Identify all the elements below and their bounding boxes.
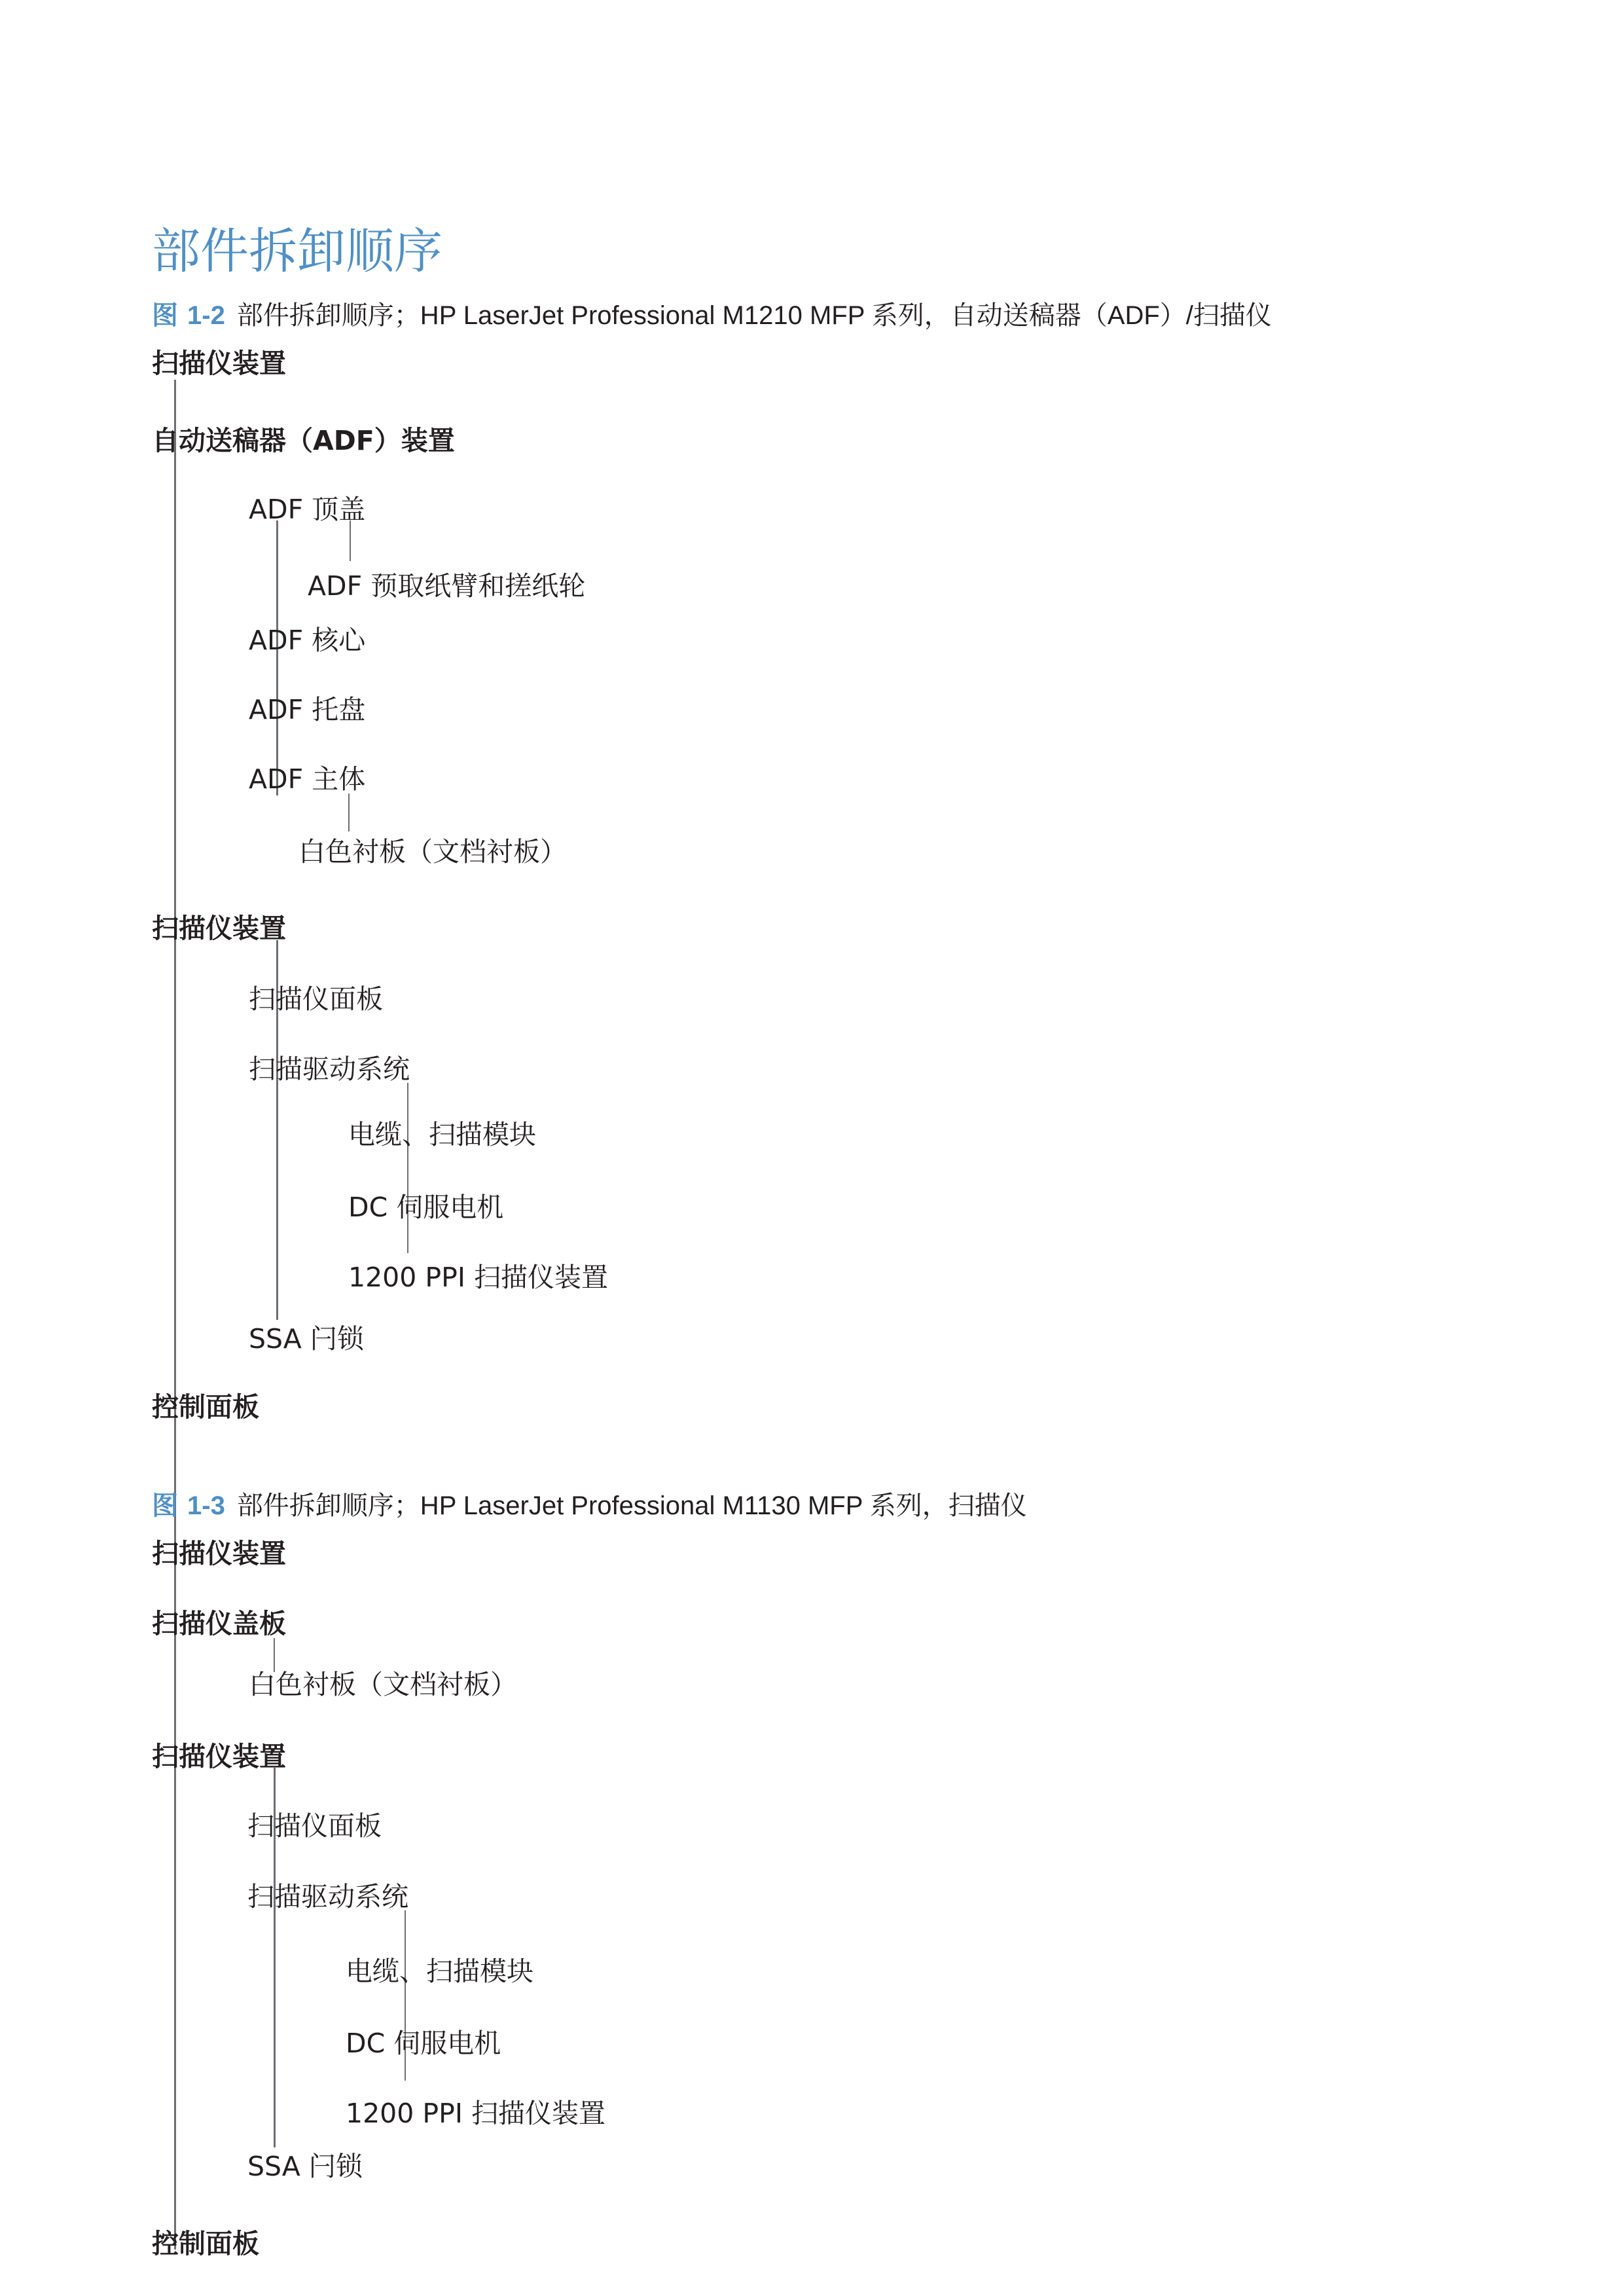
tree-node: ADF 主体 xyxy=(249,763,366,795)
figure-caption xyxy=(152,1485,1027,1522)
tree-node: 1200 PPI 扫描仪装置 xyxy=(348,1262,608,1293)
figure-caption-text: 部件拆卸顺序；HP LaserJet Professional M1130 MFP 系列，扫描仪 xyxy=(236,1491,1027,1520)
tree-connector-line xyxy=(350,520,351,561)
tree-node: SSA 闩锁 xyxy=(247,2151,363,2182)
tree-connector-line xyxy=(407,1083,408,1253)
tree-node: ADF 核心 xyxy=(249,625,366,656)
tree-node: DC 伺服电机 xyxy=(348,1192,504,1223)
tree-node: 控制面板 xyxy=(152,2228,259,2259)
tree-node: ADF 顶盖 xyxy=(249,494,366,525)
tree-node: ADF 预取纸臂和搓纸轮 xyxy=(308,570,586,602)
tree-connector-line xyxy=(348,793,350,831)
tree-node: 控制面板 xyxy=(152,1391,259,1423)
tree-node: DC 伺服电机 xyxy=(346,2028,501,2059)
tree-connector-line xyxy=(174,1569,176,2250)
tree-node: 扫描驱动系统 xyxy=(247,1881,408,1912)
tree-node: 电缆、扫描模块 xyxy=(348,1119,536,1150)
figure-caption xyxy=(152,295,1272,332)
tree-node: SSA 闩锁 xyxy=(249,1323,364,1355)
tree-node: 扫描仪装置 xyxy=(152,913,286,944)
tree-node: 1200 PPI 扫描仪装置 xyxy=(346,2098,605,2129)
tree-node: 白色衬板（文档衬板） xyxy=(298,836,567,867)
figure-label: 图 1-2 xyxy=(152,301,225,330)
tree-node: 扫描仪盖板 xyxy=(152,1608,286,1639)
tree-connector-line xyxy=(276,520,278,795)
tree-node: 电缆、扫描模块 xyxy=(346,1956,533,1987)
page-title: 部件拆卸顺序 xyxy=(152,223,442,280)
tree-node: 扫描驱动系统 xyxy=(249,1053,410,1085)
tree-node: 扫描仪装置 xyxy=(152,1538,286,1569)
tree-node: 扫描仪装置 xyxy=(152,1741,286,1772)
tree-node: 扫描仪装置 xyxy=(152,348,286,379)
figure-caption-text: 部件拆卸顺序；HP LaserJet Professional M1210 MFP 系列，自动送稿器（ADF）/扫描仪 xyxy=(236,301,1272,330)
tree-node: 扫描仪面板 xyxy=(247,1810,382,1842)
figure-label: 图 1-3 xyxy=(152,1491,225,1520)
tree-node: 白色衬板（文档衬板） xyxy=(249,1669,517,1700)
tree-node: ADF 托盘 xyxy=(249,694,366,725)
tree-node: 自动送稿器（ADF）装置 xyxy=(152,425,455,456)
tree-node: 扫描仪面板 xyxy=(249,983,383,1015)
